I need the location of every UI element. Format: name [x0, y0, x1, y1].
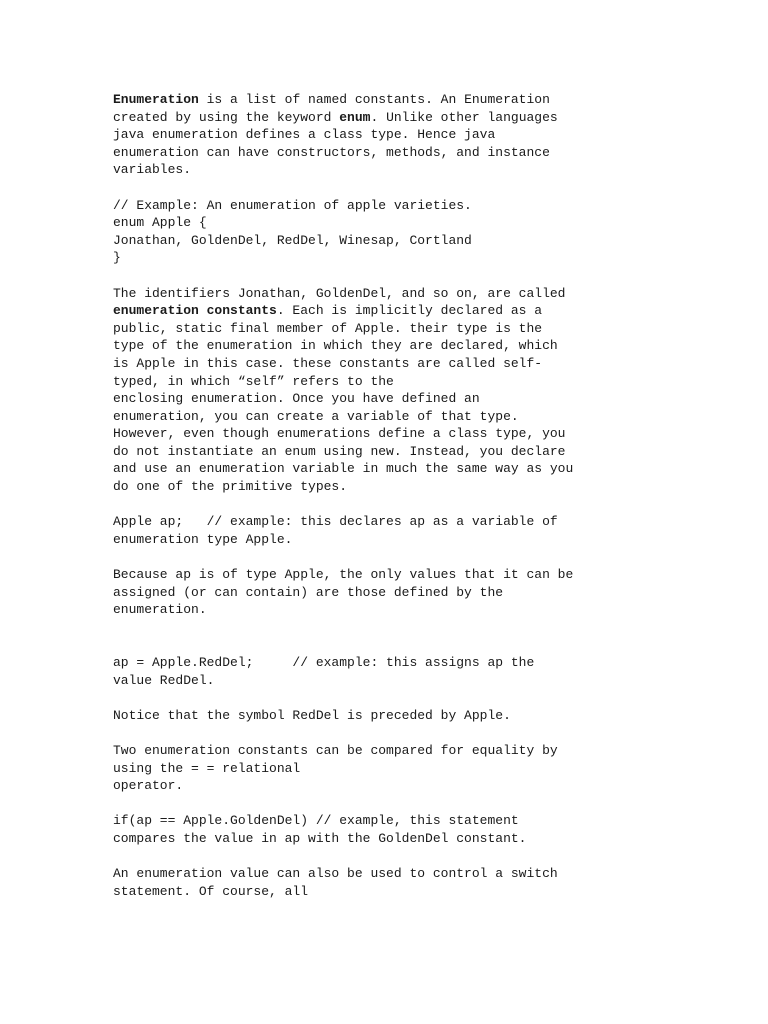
- text-run: is Apple in this case. these constants are called self-: [113, 355, 543, 371]
- text-line: [113, 760, 673, 778]
- text-line: [113, 285, 673, 303]
- text-run: value RedDel.: [113, 672, 215, 688]
- text-line: [113, 584, 673, 602]
- text-run: typed, in which “self” refers to the: [113, 373, 394, 389]
- text-line: [113, 302, 673, 320]
- text-line: [113, 161, 673, 179]
- text-line: [113, 390, 673, 408]
- paragraph-assign-rule: [113, 566, 673, 619]
- text-line: [113, 812, 673, 830]
- text-run: . Unlike other languages: [370, 109, 558, 125]
- bold-term: enumeration constants: [113, 303, 277, 319]
- text-line: [113, 425, 673, 443]
- text-line: [113, 865, 673, 883]
- paragraph-compare-example: [113, 812, 673, 847]
- text-line: [113, 320, 673, 338]
- text-run: enum Apple {: [113, 215, 207, 231]
- text-run: public, static final member of Apple. their type is the: [113, 320, 543, 336]
- paragraph-example-code: [113, 197, 673, 267]
- text-line: [113, 707, 673, 725]
- text-run: }: [113, 250, 121, 266]
- paragraph-declare-example: [113, 513, 673, 548]
- text-line: [113, 214, 673, 232]
- text-run: enumeration.: [113, 602, 207, 618]
- text-run: However, even though enumerations define a class type, you: [113, 426, 566, 442]
- text-line: [113, 654, 673, 672]
- text-run: enumeration type Apple.: [113, 531, 293, 547]
- text-run: Because ap is of type Apple, the only values that it can be: [113, 567, 574, 583]
- paragraph-compare-rule: [113, 742, 673, 795]
- text-line: [113, 443, 673, 461]
- text-run: Two enumeration constants can be compared for equality by: [113, 742, 558, 758]
- text-line: [113, 830, 673, 848]
- text-run: statement. Of course, all: [113, 883, 309, 899]
- paragraph-notice: [113, 707, 673, 725]
- text-line: [113, 566, 673, 584]
- text-line: [113, 513, 673, 531]
- text-run: if(ap == Apple.GoldenDel) // example, this statement: [113, 813, 519, 829]
- text-run: java enumeration defines a class type. Hence java: [113, 127, 496, 143]
- text-line: [113, 531, 673, 549]
- bold-term: Enumeration: [113, 92, 199, 107]
- paragraph-assign-example: [113, 654, 673, 689]
- text-run: . Each is implicitly declared as a: [276, 303, 543, 319]
- text-line: [113, 91, 673, 109]
- text-line: [113, 109, 673, 127]
- document-page: [113, 91, 673, 918]
- text-run: and use an enumeration variable in much the same way as you: [113, 461, 574, 477]
- text-run: Jonathan, GoldenDel, RedDel, Winesap, Cortland: [113, 232, 472, 248]
- text-line: [113, 883, 673, 901]
- paragraph-identifiers: [113, 285, 673, 496]
- text-run: using the = = relational: [113, 760, 301, 776]
- text-line: [113, 249, 673, 267]
- text-run: enumeration can have constructors, methods, and instance: [113, 144, 550, 160]
- text-line: [113, 601, 673, 619]
- text-run: variables.: [113, 162, 192, 178]
- bold-term: enum: [339, 109, 371, 125]
- text-run: compares the value in ap with the GoldenDel constant.: [113, 830, 527, 846]
- text-run: do not instantiate an enum using new. Instead, you declare: [113, 443, 566, 459]
- text-run: enclosing enumeration. Once you have defined an: [113, 391, 480, 407]
- text-run: enumeration, you can create a variable of that type.: [113, 408, 519, 424]
- text-line: [113, 777, 673, 795]
- text-line: [113, 672, 673, 690]
- text-run: created by using the keyword: [113, 109, 340, 125]
- text-run: // Example: An enumeration of apple varieties.: [113, 197, 472, 213]
- text-line: [113, 126, 673, 144]
- text-line: [113, 478, 673, 496]
- text-line: [113, 742, 673, 760]
- text-run: is a list of named constants. An Enumeration: [198, 92, 550, 107]
- text-line: [113, 373, 673, 391]
- text-line: [113, 197, 673, 215]
- text-run: assigned (or can contain) are those defined by the: [113, 584, 504, 600]
- text-run: An enumeration value can also be used to control a switch: [113, 866, 558, 882]
- text-line: [113, 337, 673, 355]
- paragraph-intro: [113, 91, 673, 179]
- text-line: [113, 355, 673, 373]
- text-run: operator.: [113, 778, 184, 794]
- text-line: [113, 408, 673, 426]
- text-run: type of the enumeration in which they are declared, which: [113, 338, 558, 354]
- text-line: [113, 460, 673, 478]
- text-line: [113, 144, 673, 162]
- text-run: Apple ap; // example: this declares ap as a variable of: [113, 514, 558, 530]
- text-run: do one of the primitive types.: [113, 479, 348, 495]
- paragraph-switch: [113, 865, 673, 900]
- text-line: [113, 232, 673, 250]
- text-run: The identifiers Jonathan, GoldenDel, and so on, are called: [113, 285, 566, 301]
- text-run: ap = Apple.RedDel; // example: this assigns ap the: [113, 655, 535, 670]
- text-run: Notice that the symbol RedDel is preceded by Apple.: [113, 707, 511, 723]
